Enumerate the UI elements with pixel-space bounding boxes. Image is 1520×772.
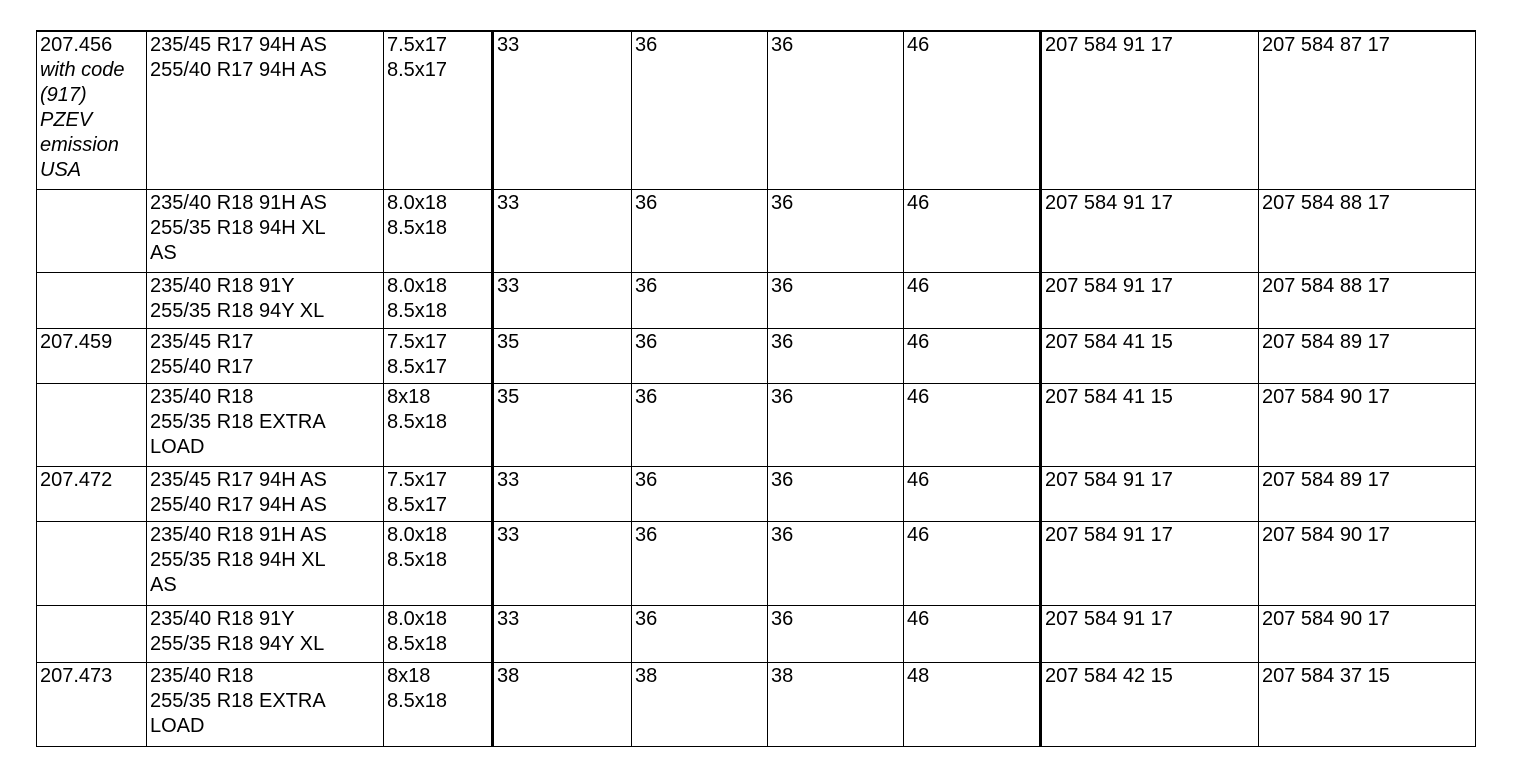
- model-note-line: USA: [40, 159, 82, 181]
- pressure-cell-3: 36: [768, 383, 904, 466]
- pressure-cell-3: 36: [768, 605, 904, 662]
- pressure-cell-1: 33: [493, 189, 632, 272]
- model-note-line: (917): [40, 84, 87, 106]
- rim-size-line: 8.5x18: [387, 548, 448, 571]
- rim-size-line: 8.5x18: [387, 299, 448, 322]
- pressure-cell-4: 46: [904, 521, 1041, 605]
- pressure-cell-2: 36: [632, 605, 768, 662]
- model-code: 207.456: [40, 34, 113, 56]
- tire-size-cell: [147, 605, 384, 662]
- rim-size-cell: [384, 383, 493, 466]
- tire-size-line: 255/40 R17 94H AS: [150, 493, 327, 516]
- pressure-cell-3: 36: [768, 272, 904, 328]
- pressure-cell-4: 46: [904, 31, 1041, 189]
- tire-size-line: 255/35 R18 94Y XL: [150, 299, 325, 322]
- rim-size-line: 7.5x17: [387, 34, 448, 56]
- model-cell: [37, 383, 147, 466]
- pressure-cell-2: 38: [632, 662, 768, 746]
- pressure-cell-2: 36: [632, 466, 768, 521]
- tire-size-line: 235/45 R17 94H AS: [150, 34, 327, 56]
- pressure-cell-4: 46: [904, 328, 1041, 383]
- tire-size-cell: [147, 521, 384, 605]
- model-note-line: emission: [40, 134, 119, 156]
- rim-size-cell: [384, 31, 493, 189]
- model-cell: [37, 272, 147, 328]
- tire-size-line: 255/35 R18 94Y XL: [150, 632, 325, 655]
- part-number-a-cell: 207 584 91 17: [1041, 272, 1259, 328]
- part-number-b-cell: 207 584 90 17: [1259, 521, 1476, 605]
- pressure-cell-2: 36: [632, 31, 768, 189]
- part-number-a-cell: 207 584 91 17: [1041, 521, 1259, 605]
- rim-size-cell: [384, 189, 493, 272]
- table-row: [37, 189, 1476, 272]
- rim-size-line: 8.0x18: [387, 191, 448, 214]
- rim-size-cell: [384, 662, 493, 746]
- tire-size-line: 235/40 R18 91H AS: [150, 523, 327, 546]
- rim-size-cell: [384, 605, 493, 662]
- rim-size-cell: [384, 272, 493, 328]
- table-row: [37, 605, 1476, 662]
- rim-size-cell: [384, 521, 493, 605]
- tire-size-line: 255/35 R18 94H XL: [150, 548, 326, 571]
- tire-size-line: 235/45 R17 94H AS: [150, 468, 327, 491]
- tire-size-line: 235/40 R18: [150, 664, 254, 687]
- tire-size-line: 255/40 R17 94H AS: [150, 59, 327, 81]
- pressure-cell-4: 46: [904, 383, 1041, 466]
- part-number-a-cell: 207 584 42 15: [1041, 662, 1259, 746]
- rim-size-line: 8.0x18: [387, 274, 448, 297]
- pressure-cell-1: 33: [493, 31, 632, 189]
- table-row: [37, 521, 1476, 605]
- model-cell: [37, 662, 147, 746]
- part-number-a-cell: 207 584 91 17: [1041, 466, 1259, 521]
- pressure-cell-1: 35: [493, 328, 632, 383]
- rim-size-line: 8.5x18: [387, 632, 448, 655]
- part-number-b-cell: 207 584 90 17: [1259, 605, 1476, 662]
- tire-size-line: 235/40 R18 91Y: [150, 274, 295, 297]
- rim-size-line: 7.5x17: [387, 468, 448, 491]
- table-row: [37, 272, 1476, 328]
- model-cell: [37, 521, 147, 605]
- rim-size-line: 8.5x17: [387, 59, 448, 81]
- tire-size-line: 235/45 R17: [150, 330, 254, 353]
- table-row: [37, 383, 1476, 466]
- part-number-b-cell: 207 584 37 15: [1259, 662, 1476, 746]
- rim-size-line: 8.5x18: [387, 216, 448, 239]
- tire-size-line: 235/40 R18 91H AS: [150, 191, 327, 214]
- part-number-a-cell: 207 584 41 15: [1041, 383, 1259, 466]
- pressure-cell-4: 46: [904, 605, 1041, 662]
- part-number-a-cell: 207 584 91 17: [1041, 31, 1259, 189]
- tire-size-line: AS: [150, 241, 177, 264]
- pressure-cell-4: 48: [904, 662, 1041, 746]
- pressure-cell-2: 36: [632, 189, 768, 272]
- tire-size-line: 235/40 R18: [150, 385, 254, 408]
- rim-size-cell: [384, 328, 493, 383]
- pressure-cell-2: 36: [632, 383, 768, 466]
- tire-size-line: 235/40 R18 91Y: [150, 607, 295, 630]
- table-row: [37, 662, 1476, 746]
- rim-size-line: 8.0x18: [387, 607, 448, 630]
- pressure-cell-1: 33: [493, 521, 632, 605]
- table-row: [37, 466, 1476, 521]
- pressure-cell-2: 36: [632, 328, 768, 383]
- rim-size-line: 8.5x18: [387, 689, 448, 712]
- tire-size-cell: [147, 189, 384, 272]
- rim-size-cell: [384, 466, 493, 521]
- model-cell: [37, 605, 147, 662]
- rim-size-line: 8.5x17: [387, 493, 448, 516]
- pressure-cell-1: 38: [493, 662, 632, 746]
- pressure-cell-3: 36: [768, 31, 904, 189]
- pressure-cell-3: 36: [768, 466, 904, 521]
- part-number-a-cell: 207 584 41 15: [1041, 328, 1259, 383]
- tire-size-line: 255/40 R17: [150, 355, 254, 378]
- pressure-cell-4: 46: [904, 272, 1041, 328]
- part-number-a-cell: 207 584 91 17: [1041, 189, 1259, 272]
- model-cell: [37, 189, 147, 272]
- tire-size-line: 255/35 R18 EXTRA: [150, 410, 326, 433]
- pressure-cell-1: 33: [493, 605, 632, 662]
- part-number-b-cell: 207 584 89 17: [1259, 328, 1476, 383]
- rim-size-line: 8x18: [387, 664, 431, 687]
- tire-size-line: LOAD: [150, 435, 205, 458]
- part-number-a-cell: 207 584 91 17: [1041, 605, 1259, 662]
- tire-size-cell: [147, 328, 384, 383]
- tire-size-line: 255/35 R18 EXTRA: [150, 689, 326, 712]
- pressure-cell-3: 36: [768, 189, 904, 272]
- pressure-cell-4: 46: [904, 189, 1041, 272]
- tire-size-cell: [147, 383, 384, 466]
- table-row: [37, 328, 1476, 383]
- model-note-line: PZEV: [40, 109, 93, 131]
- model-note-line: with code: [40, 59, 125, 81]
- part-number-b-cell: 207 584 89 17: [1259, 466, 1476, 521]
- tire-size-cell: [147, 662, 384, 746]
- pressure-cell-1: 35: [493, 383, 632, 466]
- model-code: 207.472: [40, 468, 113, 491]
- pressure-cell-2: 36: [632, 521, 768, 605]
- model-code: 207.459: [40, 330, 113, 353]
- rim-size-line: 7.5x17: [387, 330, 448, 353]
- tire-size-cell: [147, 272, 384, 328]
- rim-size-line: 8.0x18: [387, 523, 448, 546]
- part-number-b-cell: 207 584 88 17: [1259, 272, 1476, 328]
- tire-size-cell: [147, 466, 384, 521]
- pressure-cell-2: 36: [632, 272, 768, 328]
- model-cell: [37, 466, 147, 521]
- model-cell: [37, 328, 147, 383]
- tire-size-line: AS: [150, 573, 177, 596]
- pressure-cell-1: 33: [493, 272, 632, 328]
- table-body: [37, 31, 1476, 746]
- tire-size-line: LOAD: [150, 714, 205, 737]
- pressure-cell-3: 36: [768, 521, 904, 605]
- tire-size-cell: [147, 31, 384, 189]
- table-row: [37, 31, 1476, 189]
- tire-pressure-table: [36, 30, 1476, 747]
- part-number-b-cell: 207 584 90 17: [1259, 383, 1476, 466]
- rim-size-line: 8.5x17: [387, 355, 448, 378]
- pressure-cell-3: 36: [768, 328, 904, 383]
- part-number-b-cell: 207 584 88 17: [1259, 189, 1476, 272]
- rim-size-line: 8.5x18: [387, 410, 448, 433]
- rim-size-line: 8x18: [387, 385, 431, 408]
- pressure-cell-3: 38: [768, 662, 904, 746]
- pressure-cell-1: 33: [493, 466, 632, 521]
- pressure-cell-4: 46: [904, 466, 1041, 521]
- part-number-b-cell: 207 584 87 17: [1259, 31, 1476, 189]
- tire-size-line: 255/35 R18 94H XL: [150, 216, 326, 239]
- model-code: 207.473: [40, 664, 113, 687]
- model-cell: [37, 31, 147, 189]
